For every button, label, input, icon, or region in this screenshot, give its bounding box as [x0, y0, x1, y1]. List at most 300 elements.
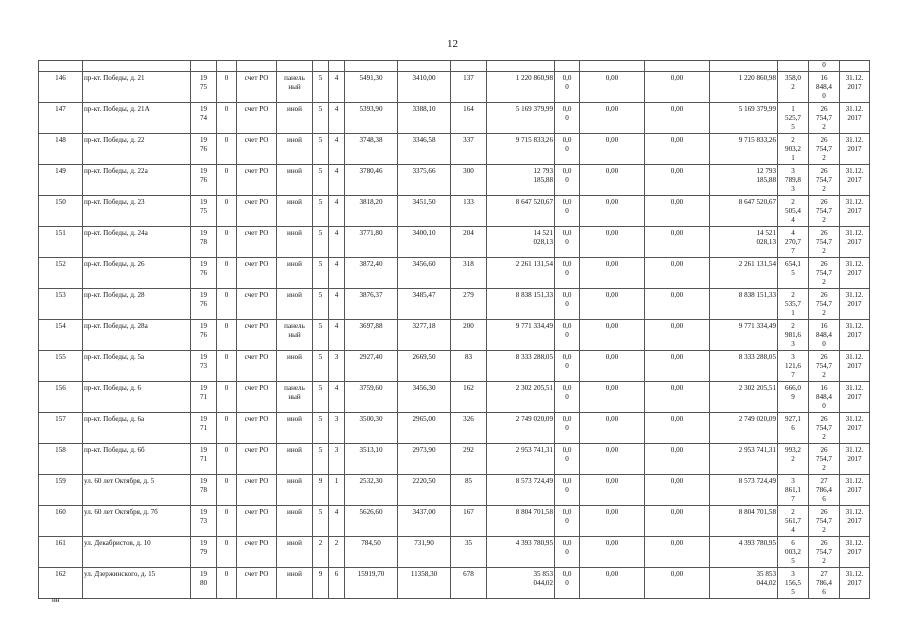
table-cell: 150	[39, 196, 83, 227]
table-cell: иной	[277, 227, 313, 258]
table-cell: 2 302 205,51	[487, 382, 555, 413]
table-cell: 26 754,7 2	[809, 103, 840, 134]
table-cell: 31.12. 2017	[840, 382, 870, 413]
table-cell: 31.12. 2017	[840, 103, 870, 134]
table-row	[39, 444, 870, 475]
table-cell: 4	[329, 258, 345, 289]
table-cell: 158	[39, 444, 83, 475]
table-row	[39, 537, 870, 568]
table-cell: 3771,80	[345, 227, 398, 258]
table-cell: счет РО	[237, 289, 277, 320]
table-cell: 5	[313, 72, 329, 103]
continuation-cell: 0	[809, 61, 840, 72]
table-cell: 5491,30	[345, 72, 398, 103]
table-cell: пр-кт. Победы, д. 26	[83, 258, 191, 289]
table-cell: 2 261 131,54	[710, 258, 778, 289]
table-cell: 1 525,7 5	[778, 103, 809, 134]
table-cell: пр-кт. Победы, д. 28а	[83, 320, 191, 351]
table-cell: 0,0 0	[555, 289, 580, 320]
table-cell: 0	[217, 351, 237, 382]
table-cell: 9 771 334,49	[487, 320, 555, 351]
table-cell: 300	[451, 165, 487, 196]
table-cell: 200	[451, 320, 487, 351]
table-cell: 31.12. 2017	[840, 506, 870, 537]
table-cell: 927,1 6	[778, 413, 809, 444]
table-cell: 0,0 0	[555, 413, 580, 444]
table-cell: 3 861,1 7	[778, 475, 809, 506]
table-cell: 0,0 0	[555, 72, 580, 103]
table-cell: панель ный	[277, 72, 313, 103]
table-cell: пр-кт. Победы, д. 6б	[83, 444, 191, 475]
table-cell: 12 793 185,88	[487, 165, 555, 196]
table-cell: 0,00	[645, 413, 710, 444]
table-row	[39, 382, 870, 413]
table-cell: 0,0 0	[555, 320, 580, 351]
table-cell: 8 838 151,33	[487, 289, 555, 320]
housing-table	[38, 60, 870, 599]
table-cell: 31.12. 2017	[840, 258, 870, 289]
table-cell: 2532,30	[345, 475, 398, 506]
table-cell: 31.12. 2017	[840, 568, 870, 599]
table-cell: 31.12. 2017	[840, 227, 870, 258]
table-cell: 3500,30	[345, 413, 398, 444]
table-cell: 27 786,4 6	[809, 568, 840, 599]
table-cell: 4	[329, 320, 345, 351]
table-cell: 0,00	[645, 227, 710, 258]
table-cell: 27 786,4 6	[809, 475, 840, 506]
table-cell: 5 169 379,99	[710, 103, 778, 134]
table-cell: 31.12. 2017	[840, 320, 870, 351]
table-cell: счет РО	[237, 568, 277, 599]
table-cell: 26 754,7 2	[809, 196, 840, 227]
table-cell: 5	[313, 320, 329, 351]
table-cell: 19 76	[191, 258, 217, 289]
table-row	[39, 475, 870, 506]
table-cell: 31.12. 2017	[840, 72, 870, 103]
table-cell: 154	[39, 320, 83, 351]
table-cell: 8 838 151,33	[710, 289, 778, 320]
table-cell: 14 521 028,13	[487, 227, 555, 258]
table-cell: 666,0 9	[778, 382, 809, 413]
table-cell: 3277,18	[398, 320, 451, 351]
table-cell: 3697,88	[345, 320, 398, 351]
table-cell: 0,00	[645, 568, 710, 599]
table-cell: 0,0 0	[555, 537, 580, 568]
table-cell: 19 76	[191, 320, 217, 351]
table-cell: 0,00	[645, 103, 710, 134]
table-cell: иной	[277, 413, 313, 444]
table-cell: 0,00	[645, 258, 710, 289]
table-cell: 0	[217, 196, 237, 227]
table-cell: 3513,10	[345, 444, 398, 475]
table-cell: 3400,10	[398, 227, 451, 258]
table-cell: 0,00	[580, 475, 645, 506]
table-cell: 19 73	[191, 351, 217, 382]
table-row	[39, 227, 870, 258]
table-row	[39, 134, 870, 165]
table-cell: пр-кт. Победы, д. 6	[83, 382, 191, 413]
table-cell: 2 903,2 1	[778, 134, 809, 165]
table-cell: 19 71	[191, 413, 217, 444]
table-cell: пр-кт. Победы, д. 22	[83, 134, 191, 165]
table-cell: счет РО	[237, 537, 277, 568]
table-cell: 5	[313, 351, 329, 382]
table-row	[39, 103, 870, 134]
table-cell: 678	[451, 568, 487, 599]
table-cell: 0,00	[580, 506, 645, 537]
table-cell: иной	[277, 134, 313, 165]
table-cell: 19 79	[191, 537, 217, 568]
table-cell: 0,00	[580, 72, 645, 103]
table-cell: счет РО	[237, 382, 277, 413]
table-cell: 31.12. 2017	[840, 413, 870, 444]
table-cell: 0,00	[645, 72, 710, 103]
table-cell: 31.12. 2017	[840, 351, 870, 382]
table-cell: 35	[451, 537, 487, 568]
table-cell: 2 302 205,51	[710, 382, 778, 413]
table-cell: 3437,00	[398, 506, 451, 537]
table-cell: 0,00	[580, 134, 645, 165]
table-cell: 0,0 0	[555, 165, 580, 196]
table-cell: 0	[217, 134, 237, 165]
table-cell: 358,0 2	[778, 72, 809, 103]
table-cell: счет РО	[237, 72, 277, 103]
table-cell: счет РО	[237, 103, 277, 134]
table-cell: пр-кт. Победы, д. 23	[83, 196, 191, 227]
table-cell: 26 754,7 2	[809, 537, 840, 568]
table-cell: 0	[217, 258, 237, 289]
table-cell: 19 80	[191, 568, 217, 599]
table-cell: 2927,40	[345, 351, 398, 382]
table-cell: 4	[329, 227, 345, 258]
table-row	[39, 289, 870, 320]
table-cell: 9 715 833,26	[710, 134, 778, 165]
table-cell: иной	[277, 568, 313, 599]
table-cell: 0,00	[645, 196, 710, 227]
table-cell: 16 848,4 0	[809, 72, 840, 103]
table-cell: 19 76	[191, 134, 217, 165]
table-cell: 137	[451, 72, 487, 103]
table-cell: 5	[313, 382, 329, 413]
table-row	[39, 506, 870, 537]
table-cell: 153	[39, 289, 83, 320]
table-cell: 19 75	[191, 72, 217, 103]
table-cell: 12 793 185,88	[710, 165, 778, 196]
table-cell: иной	[277, 475, 313, 506]
table-cell: 0	[217, 506, 237, 537]
table-cell: 35 853 044,02	[710, 568, 778, 599]
table-cell: 6	[329, 568, 345, 599]
table-cell: иной	[277, 444, 313, 475]
table-cell: 3780,46	[345, 165, 398, 196]
table-cell: 3	[329, 444, 345, 475]
table-cell: 31.12. 2017	[840, 196, 870, 227]
table-cell: 19 76	[191, 289, 217, 320]
table-cell: 5	[313, 227, 329, 258]
table-cell: 3485,47	[398, 289, 451, 320]
table-cell: 83	[451, 351, 487, 382]
table-cell: 19 73	[191, 506, 217, 537]
table-cell: 160	[39, 506, 83, 537]
table-cell: 3818,20	[345, 196, 398, 227]
table-cell: 8 573 724,49	[710, 475, 778, 506]
table-cell: 0,00	[580, 103, 645, 134]
table-cell: 4	[329, 382, 345, 413]
table-cell: 0,0 0	[555, 103, 580, 134]
table-cell: панель ный	[277, 382, 313, 413]
table-cell: ул. 60 лет Октября, д. 7б	[83, 506, 191, 537]
table-cell: 0,0 0	[555, 227, 580, 258]
table-cell: счет РО	[237, 320, 277, 351]
table-cell: 148	[39, 134, 83, 165]
table-cell: 0,00	[645, 537, 710, 568]
table-cell: 5	[313, 413, 329, 444]
table-cell: счет РО	[237, 196, 277, 227]
table-cell: пр-кт. Победы, д. 21	[83, 72, 191, 103]
table-cell: 3388,10	[398, 103, 451, 134]
table-cell: 167	[451, 506, 487, 537]
table-cell: 0	[217, 227, 237, 258]
table-cell: 4 393 780,95	[710, 537, 778, 568]
table-cell: 8 647 520,67	[710, 196, 778, 227]
table-cell: 0	[217, 289, 237, 320]
table-cell: 162	[451, 382, 487, 413]
table-cell: 654,1 5	[778, 258, 809, 289]
table-row	[39, 351, 870, 382]
table-cell: 0,00	[580, 289, 645, 320]
table-cell: 3	[329, 351, 345, 382]
table-cell: 0,00	[580, 258, 645, 289]
table-cell: 149	[39, 165, 83, 196]
table-cell: 1 220 860,98	[710, 72, 778, 103]
table-cell: 4	[329, 72, 345, 103]
table-cell: 279	[451, 289, 487, 320]
table-cell: 2	[329, 537, 345, 568]
table-cell: 0,00	[580, 320, 645, 351]
table-cell: счет РО	[237, 413, 277, 444]
table-cell: 3748,38	[345, 134, 398, 165]
table-cell: 5	[313, 196, 329, 227]
table-cell: иной	[277, 537, 313, 568]
table-cell: 731,90	[398, 537, 451, 568]
table-cell: 0,00	[645, 165, 710, 196]
table-cell: 3 789,8 3	[778, 165, 809, 196]
table-cell: 2 561,7 4	[778, 506, 809, 537]
table-cell: 5	[313, 506, 329, 537]
table-row	[39, 320, 870, 351]
table-cell: 2 981,6 3	[778, 320, 809, 351]
table-cell: пр-кт. Победы, д. 5а	[83, 351, 191, 382]
table-cell: 8 804 701,58	[487, 506, 555, 537]
table-cell: 0,00	[645, 506, 710, 537]
table-cell: счет РО	[237, 258, 277, 289]
table-cell: 4	[329, 196, 345, 227]
table-cell: 19 78	[191, 227, 217, 258]
table-cell: счет РО	[237, 134, 277, 165]
table-cell: 152	[39, 258, 83, 289]
table-cell: 0,0 0	[555, 382, 580, 413]
table-cell: 0	[217, 72, 237, 103]
table-cell: 8 333 288,05	[487, 351, 555, 382]
table-cell: 0	[217, 103, 237, 134]
table-cell: 3 121,6 7	[778, 351, 809, 382]
table-row	[39, 165, 870, 196]
table-cell: 2973,90	[398, 444, 451, 475]
table-cell: 164	[451, 103, 487, 134]
continuation-row	[39, 61, 870, 72]
table-cell: счет РО	[237, 444, 277, 475]
table-cell: 0	[217, 444, 237, 475]
table-cell: 133	[451, 196, 487, 227]
table-cell: 19 78	[191, 475, 217, 506]
table-cell: 0,00	[580, 382, 645, 413]
footer-mark: нн	[52, 596, 60, 604]
table-cell: 26 754,7 2	[809, 134, 840, 165]
table-cell: 0	[217, 413, 237, 444]
table-cell: 0,00	[580, 351, 645, 382]
table-cell: 0,0 0	[555, 444, 580, 475]
table-cell: 993,2 2	[778, 444, 809, 475]
table-cell: 4	[329, 289, 345, 320]
table-cell: 162	[39, 568, 83, 599]
table-row	[39, 568, 870, 599]
table-cell: пр-кт. Победы, д. 22а	[83, 165, 191, 196]
table-cell: 0	[217, 165, 237, 196]
table-cell: 0,00	[580, 165, 645, 196]
table-cell: 26 754,7 2	[809, 506, 840, 537]
table-cell: 292	[451, 444, 487, 475]
table-cell: 0,0 0	[555, 475, 580, 506]
table-cell: 16 848,4 0	[809, 320, 840, 351]
table-cell: 318	[451, 258, 487, 289]
table-cell: 151	[39, 227, 83, 258]
table-cell: 0,0 0	[555, 258, 580, 289]
table-cell: 31.12. 2017	[840, 444, 870, 475]
table-cell: 4	[329, 134, 345, 165]
table-cell: 5	[313, 134, 329, 165]
table-cell: 9 771 334,49	[710, 320, 778, 351]
table-cell: счет РО	[237, 165, 277, 196]
table-cell: 3456,30	[398, 382, 451, 413]
table-cell: 0,00	[580, 413, 645, 444]
table-cell: 3375,66	[398, 165, 451, 196]
table-cell: 0,00	[580, 227, 645, 258]
table-cell: 0,0 0	[555, 568, 580, 599]
table-cell: 26 754,7 2	[809, 258, 840, 289]
table-cell: 14 521 028,13	[710, 227, 778, 258]
table-cell: 35 853 044,02	[487, 568, 555, 599]
table-cell: 8 647 520,67	[487, 196, 555, 227]
table-cell: 5	[313, 444, 329, 475]
table-cell: счет РО	[237, 475, 277, 506]
table-cell: 6 003,2 5	[778, 537, 809, 568]
table-cell: пр-кт. Победы, д. 28	[83, 289, 191, 320]
table-cell: 155	[39, 351, 83, 382]
table-cell: 3456,60	[398, 258, 451, 289]
table-cell: 3759,60	[345, 382, 398, 413]
table-row	[39, 258, 870, 289]
page-number: 12	[447, 38, 458, 50]
table-cell: 0,00	[580, 537, 645, 568]
table-cell: 1 220 860,98	[487, 72, 555, 103]
table-cell: 2965,00	[398, 413, 451, 444]
table-cell: 2669,50	[398, 351, 451, 382]
table-cell: 1	[329, 475, 345, 506]
table-cell: 31.12. 2017	[840, 537, 870, 568]
table-cell: панель ный	[277, 320, 313, 351]
table-cell: 0,00	[580, 568, 645, 599]
table-row	[39, 196, 870, 227]
table-row	[39, 413, 870, 444]
table-cell: 26 754,7 2	[809, 413, 840, 444]
table-cell: 15919,70	[345, 568, 398, 599]
table-cell: 0,0 0	[555, 351, 580, 382]
table-cell: 5393,90	[345, 103, 398, 134]
table-cell: счет РО	[237, 351, 277, 382]
table-cell: 4 270,7 7	[778, 227, 809, 258]
table-cell: пр-кт. Победы, д. 21А	[83, 103, 191, 134]
table-cell: 4 393 780,95	[487, 537, 555, 568]
table-cell: 8 804 701,58	[710, 506, 778, 537]
table-cell: 19 71	[191, 382, 217, 413]
table-cell: 156	[39, 382, 83, 413]
table-cell: 3346,58	[398, 134, 451, 165]
table-cell: 147	[39, 103, 83, 134]
table-cell: 2 953 741,31	[487, 444, 555, 475]
table-cell: 3	[329, 413, 345, 444]
table-cell: 31.12. 2017	[840, 475, 870, 506]
table-cell: 0,00	[645, 134, 710, 165]
table-cell: 31.12. 2017	[840, 165, 870, 196]
table-cell: 0,00	[580, 196, 645, 227]
table-cell: пр-кт. Победы, д. 24а	[83, 227, 191, 258]
table-cell: счет РО	[237, 506, 277, 537]
table-cell: 0	[217, 568, 237, 599]
table-cell: 31.12. 2017	[840, 134, 870, 165]
table-cell: 2220,50	[398, 475, 451, 506]
table-cell: иной	[277, 506, 313, 537]
table-cell: 19 76	[191, 165, 217, 196]
table-cell: 26 754,7 2	[809, 351, 840, 382]
table-cell: иной	[277, 165, 313, 196]
table-cell: 3 156,5 5	[778, 568, 809, 599]
table-cell: 0,00	[645, 444, 710, 475]
table-cell: 26 754,7 2	[809, 227, 840, 258]
table-cell: 3410,00	[398, 72, 451, 103]
table-cell: 4	[329, 165, 345, 196]
table-cell: 2 505,4 4	[778, 196, 809, 227]
table-cell: 16 848,4 0	[809, 382, 840, 413]
table-cell: 5	[313, 289, 329, 320]
table-cell: 0	[217, 475, 237, 506]
table-cell: 2	[313, 537, 329, 568]
table-cell: 0,00	[645, 475, 710, 506]
table-cell: 8 333 288,05	[710, 351, 778, 382]
table-cell: 159	[39, 475, 83, 506]
table-cell: ул. Декабристов, д. 10	[83, 537, 191, 568]
table-cell: иной	[277, 103, 313, 134]
table-cell: 5	[313, 165, 329, 196]
table-cell: 0,00	[645, 382, 710, 413]
table-cell: иной	[277, 289, 313, 320]
table-cell: 784,50	[345, 537, 398, 568]
table-cell: 8 573 724,49	[487, 475, 555, 506]
table-cell: 11358,30	[398, 568, 451, 599]
table-cell: 337	[451, 134, 487, 165]
table-cell: 326	[451, 413, 487, 444]
table-cell: 2 535,7 1	[778, 289, 809, 320]
table-cell: 0,00	[645, 289, 710, 320]
